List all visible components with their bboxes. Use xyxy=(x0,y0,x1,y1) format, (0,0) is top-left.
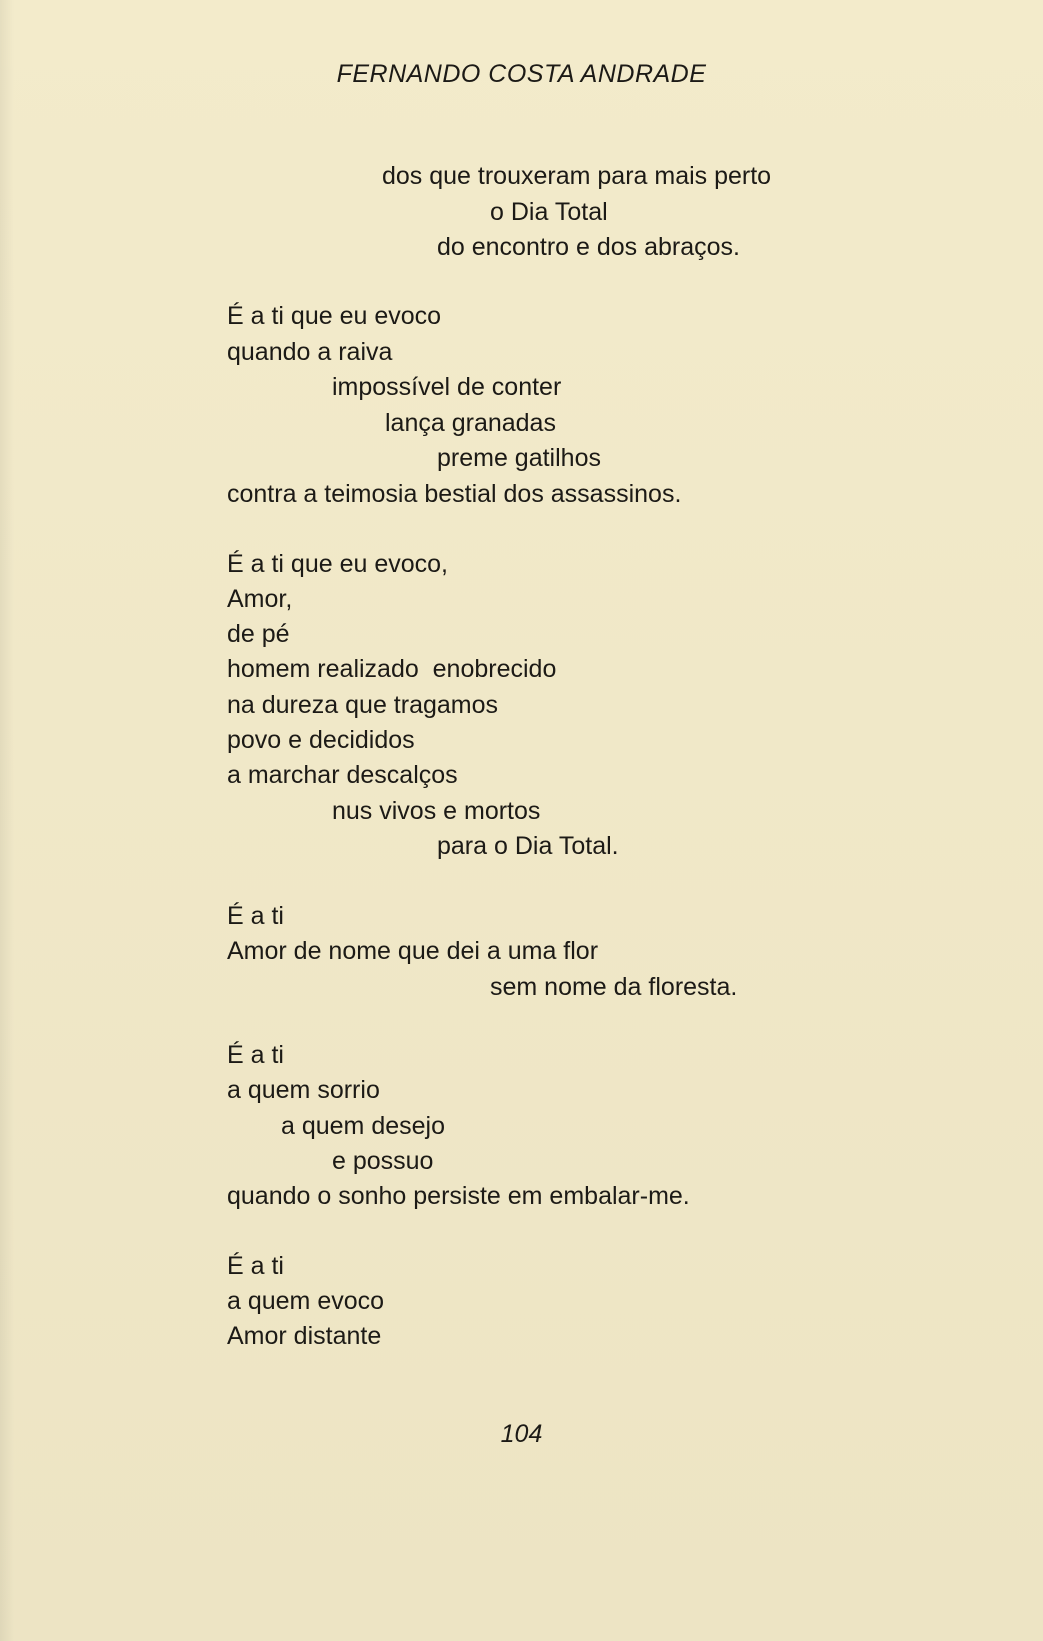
poem-line: e possuo xyxy=(332,1147,434,1175)
poem-line: Amor de nome que dei a uma flor xyxy=(227,937,599,965)
poem-line: É a ti que eu evoco xyxy=(227,302,442,330)
poem-line: povo e decididos xyxy=(227,726,415,754)
poem-line: É a ti xyxy=(227,1252,284,1280)
poem-line: do encontro e dos abraços. xyxy=(437,233,740,261)
poem-line: contra a teimosia bestial dos assassinos. xyxy=(227,480,682,508)
poem-line: preme gatilhos xyxy=(437,444,601,472)
poem-line: para o Dia Total. xyxy=(437,832,619,860)
page-number: 104 xyxy=(500,1420,543,1448)
poem-line: na dureza que tragamos xyxy=(227,691,499,719)
poem-line: de pé xyxy=(227,620,290,648)
poem-line: sem nome da floresta. xyxy=(490,973,738,1001)
poem-line: quando a raiva xyxy=(227,338,393,366)
poem-line: a quem desejo xyxy=(281,1112,446,1140)
poem-line: homem realizado enobrecido xyxy=(227,655,557,683)
poem-line: a marchar descalços xyxy=(227,761,458,789)
poem-line: Amor distante xyxy=(227,1322,382,1350)
poem-line: É a ti xyxy=(227,1041,284,1069)
poem-line: a quem sorrio xyxy=(227,1076,380,1104)
poem-line: a quem evoco xyxy=(227,1287,385,1315)
running-head: FERNANDO COSTA ANDRADE xyxy=(336,60,707,88)
poem-line: o Dia Total xyxy=(490,198,608,226)
poem-line: lança granadas xyxy=(385,409,556,437)
poem-line: É a ti que eu evoco, xyxy=(227,550,448,578)
poem-line: Amor, xyxy=(227,585,293,613)
poem-line: nus vivos e mortos xyxy=(332,797,541,825)
poem-line: dos que trouxeram para mais perto xyxy=(382,162,772,190)
poem-line: impossível de conter xyxy=(332,373,562,401)
poem-line: quando o sonho persiste em embalar-me. xyxy=(227,1182,690,1210)
poem-line: É a ti xyxy=(227,902,284,930)
